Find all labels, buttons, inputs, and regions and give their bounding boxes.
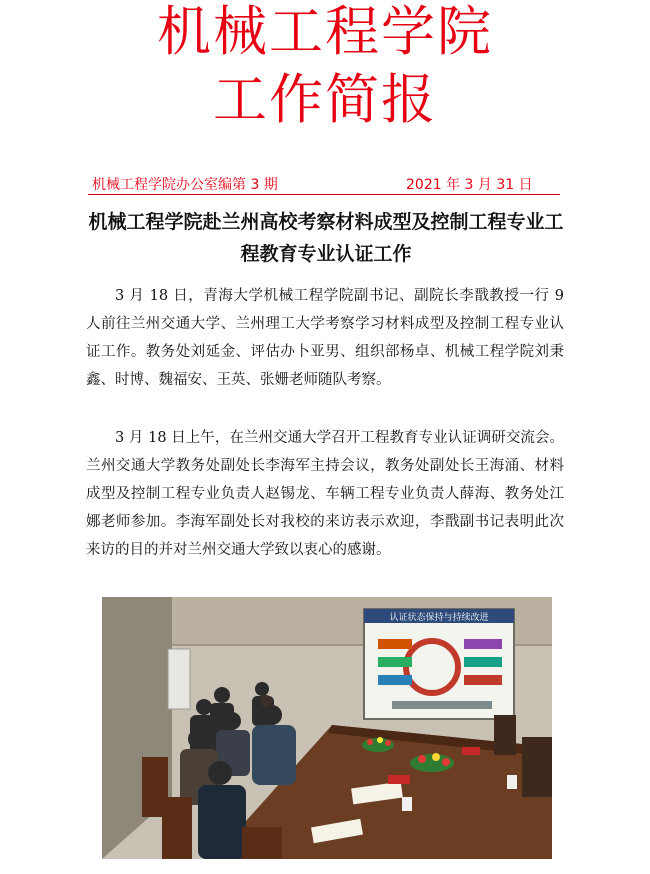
masthead-title-line1: 机械工程学院 xyxy=(157,0,493,63)
article-title: 机械工程学院赴兰州高校考察材料成型及控制工程专业工程教育专业认证工作 xyxy=(88,211,564,265)
masthead-title-line2: 工作简报 xyxy=(213,68,437,131)
issue-number: 机械工程学院办公室编第 3 期 xyxy=(92,177,278,193)
meeting-photo xyxy=(102,597,552,859)
article-paragraph-1: 3 月 18 日，青海大学机械工程学院副书记、副院长李戬教授一行 9 人前往兰州交通大学、兰州理工大学考察学习材料成型及控制工程专业认证工作。教务处刘延金、评估办卜亚男、组织部杨卓、机械工程学院刘秉鑫、时博、魏福安、王英、张姗老师随队考察。 xyxy=(86,288,564,388)
article-paragraph-2: 3 月 18 日上午，在兰州交通大学召开工程教育专业认证调研交流会。兰州交通大学教务处副处长李海军主持会议，教务处副处长王海涌、材料成型及控制工程专业负责人赵锡龙、车辆工程专业负责人薛海、教务处江娜老师参加。李海军副处长对我校的来访表示欢迎，李戬副书记表明此次来访的目的并对兰州交通大学致以衷心的感谢。 xyxy=(86,430,564,558)
issue-date: 2021 年 3 月 31 日 xyxy=(406,177,533,193)
issue-info-bar xyxy=(88,176,560,195)
screen-slide-title: 认证状态保持与持续改进 xyxy=(389,613,489,623)
